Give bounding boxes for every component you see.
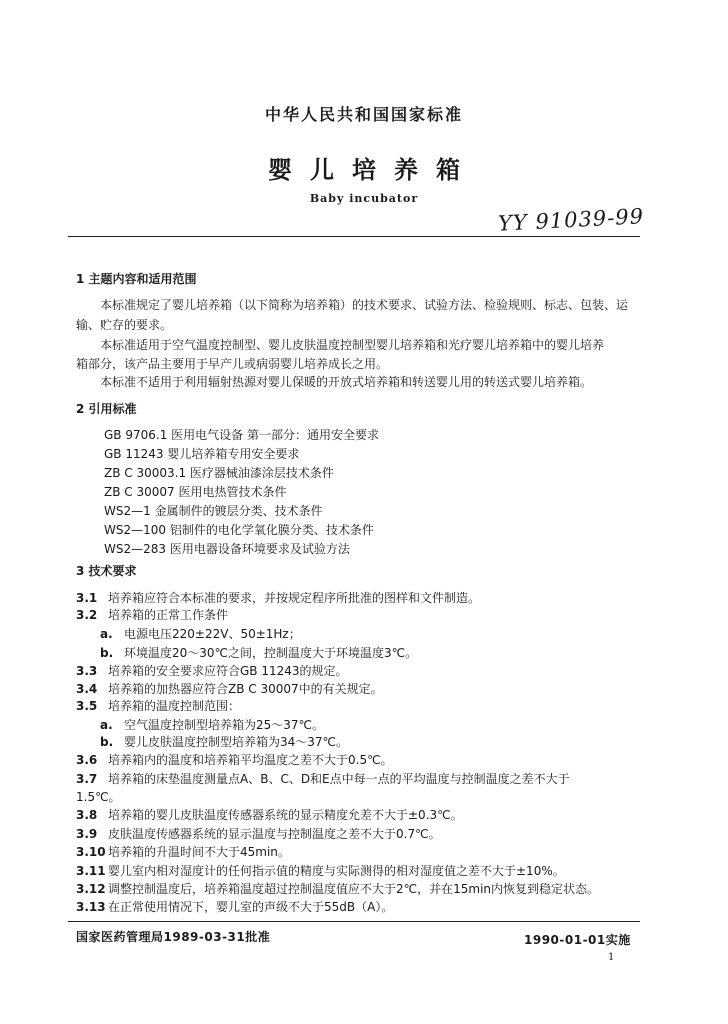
item-label: a. xyxy=(100,627,113,641)
clause-text: 培养箱的加热器应符合ZB C 30007中的有关规定。 xyxy=(108,682,383,696)
clause-number: 3.7 xyxy=(76,772,98,786)
effective-date: 1990-01-01实施 xyxy=(524,933,631,947)
item-text: 空气温度控制型培养箱为25～37℃。 xyxy=(124,718,325,732)
clause-3-10 xyxy=(76,843,290,860)
clause-3-7-continuation: 1.5℃。 xyxy=(76,790,121,804)
clause-3-8 xyxy=(76,806,463,823)
clause-text: 培养箱内的温度和培养箱平均温度之差不大于0.5℃。 xyxy=(108,753,393,767)
clause-3-5-a xyxy=(100,716,324,733)
reference-item: ZB C 30007 医用电热管技术条件 xyxy=(104,485,287,499)
approval-date: 国家医药管理局1989-03-31批准 xyxy=(76,930,271,944)
s1-paragraph-1-line-1: 本标准规定了婴儿培养箱（以下简称为培养箱）的技术要求、试验方法、检验规则、标志、包装、运 xyxy=(100,298,629,312)
clause-number: 3.9 xyxy=(76,827,98,841)
item-text: 电源电压220±22V、50±1Hz； xyxy=(124,627,301,641)
s1-paragraph-3: 本标准不适用于利用辐射热源对婴儿保暖的开放式培养箱和转送婴儿用的转送式婴儿培养箱。 xyxy=(100,375,593,389)
s1-paragraph-2-line-2: 箱部分，该产品主要用于早产儿或病弱婴儿培养成长之用。 xyxy=(76,357,389,371)
clause-number: 3.8 xyxy=(76,808,98,822)
item-text: 环境温度20～30℃之间，控制温度大于环境温度3℃。 xyxy=(124,646,418,660)
clause-3-9 xyxy=(76,825,441,842)
item-text: 婴儿皮肤温度控制型培养箱为34～37℃。 xyxy=(124,735,349,749)
footer-rule xyxy=(68,921,640,922)
clause-3-2-a xyxy=(100,625,301,642)
clause-text: 培养箱的温度控制范围： xyxy=(108,699,241,713)
clause-number: 3.13 xyxy=(76,900,106,914)
clause-number: 3.11 xyxy=(76,864,106,878)
clause-number: 3.6 xyxy=(76,753,98,767)
clause-number: 3.5 xyxy=(76,699,98,713)
clause-text: 培养箱的升温时间不大于45min。 xyxy=(108,845,290,859)
section-3-heading: 3 技术要求 xyxy=(76,564,137,578)
clause-3-7 xyxy=(76,770,570,787)
clause-text: 皮肤温度传感器系统的显示温度与控制温度之差不大于0.7℃。 xyxy=(108,827,441,841)
page-number: 1 xyxy=(608,952,615,963)
reference-item: GB 11243 婴儿培养箱专用安全要求 xyxy=(104,447,300,461)
clause-text: 培养箱应符合本标准的要求，并按规定程序所批准的图样和文件制造。 xyxy=(108,591,481,605)
reference-item: WS2—283 医用电器设备环境要求及试验方法 xyxy=(104,542,350,556)
clause-number: 3.4 xyxy=(76,682,98,696)
clause-text: 培养箱的安全要求应符合GB 11243的规定。 xyxy=(108,664,348,678)
doc-title-en: Baby incubator xyxy=(309,192,419,205)
clause-3-5 xyxy=(76,697,240,714)
clause-text: 婴儿室内相对湿度计的任何指示值的精度与实际测得的相对湿度值之差不大于±10%。 xyxy=(108,864,565,878)
clause-text: 在正常使用情况下，婴儿室的声级不大于55dB（A）。 xyxy=(108,900,394,914)
issuing-org: 中华人民共和国国家标准 xyxy=(264,105,463,124)
clause-number: 3.1 xyxy=(76,591,98,605)
clause-text: 培养箱的正常工作条件 xyxy=(108,608,229,622)
item-label: b. xyxy=(100,646,114,660)
clause-text: 调整控制温度后，培养箱温度超过控制温度值应不大于2℃，并在15min内恢复到稳定状态。 xyxy=(108,882,600,896)
clause-3-5-b xyxy=(100,733,348,750)
item-label: b. xyxy=(100,735,114,749)
clause-3-11 xyxy=(76,862,565,879)
clause-3-13 xyxy=(76,898,393,915)
header-rule xyxy=(68,236,640,237)
clause-3-4 xyxy=(76,680,383,697)
s1-paragraph-2-line-1: 本标准适用于空气温度控制型、婴儿皮肤温度控制型婴儿培养箱和光疗婴儿培养箱中的婴儿培养 xyxy=(100,338,605,352)
standard-number-handwritten: YY 91039-99 xyxy=(497,204,645,236)
reference-item: ZB C 30003.1 医疗器械油漆涂层技术条件 xyxy=(104,466,334,480)
clause-number: 3.12 xyxy=(76,882,106,896)
clause-text: 培养箱的床垫温度测量点A、B、C、D和E点中每一点的平均温度与控制温度之差不大于 xyxy=(108,772,570,786)
clause-3-1 xyxy=(76,589,480,606)
reference-item: WS2—100 铝制件的电化学氧化膜分类、技术条件 xyxy=(104,523,374,537)
clause-3-12 xyxy=(76,880,599,897)
clause-3-2-b xyxy=(100,644,417,661)
clause-3-6 xyxy=(76,751,393,768)
section-1-heading: 1 主题内容和适用范围 xyxy=(76,272,197,286)
clause-3-3 xyxy=(76,662,348,679)
clause-text: 培养箱的婴儿皮肤温度传感器系统的显示精度允差不大于±0.3℃。 xyxy=(108,808,463,822)
clause-number: 3.3 xyxy=(76,664,98,678)
reference-item: WS2—1 金属制件的镀层分类、技术条件 xyxy=(104,504,323,518)
section-2-heading: 2 引用标准 xyxy=(76,402,137,416)
clause-number: 3.10 xyxy=(76,845,106,859)
item-label: a. xyxy=(100,718,113,732)
clause-3-2 xyxy=(76,606,228,623)
clause-number: 3.2 xyxy=(76,608,98,622)
reference-item: GB 9706.1 医用电气设备 第一部分：通用安全要求 xyxy=(104,428,379,442)
doc-title: 婴儿培养箱 xyxy=(268,156,478,184)
s1-paragraph-1-line-2: 输、贮存的要求。 xyxy=(76,318,173,332)
